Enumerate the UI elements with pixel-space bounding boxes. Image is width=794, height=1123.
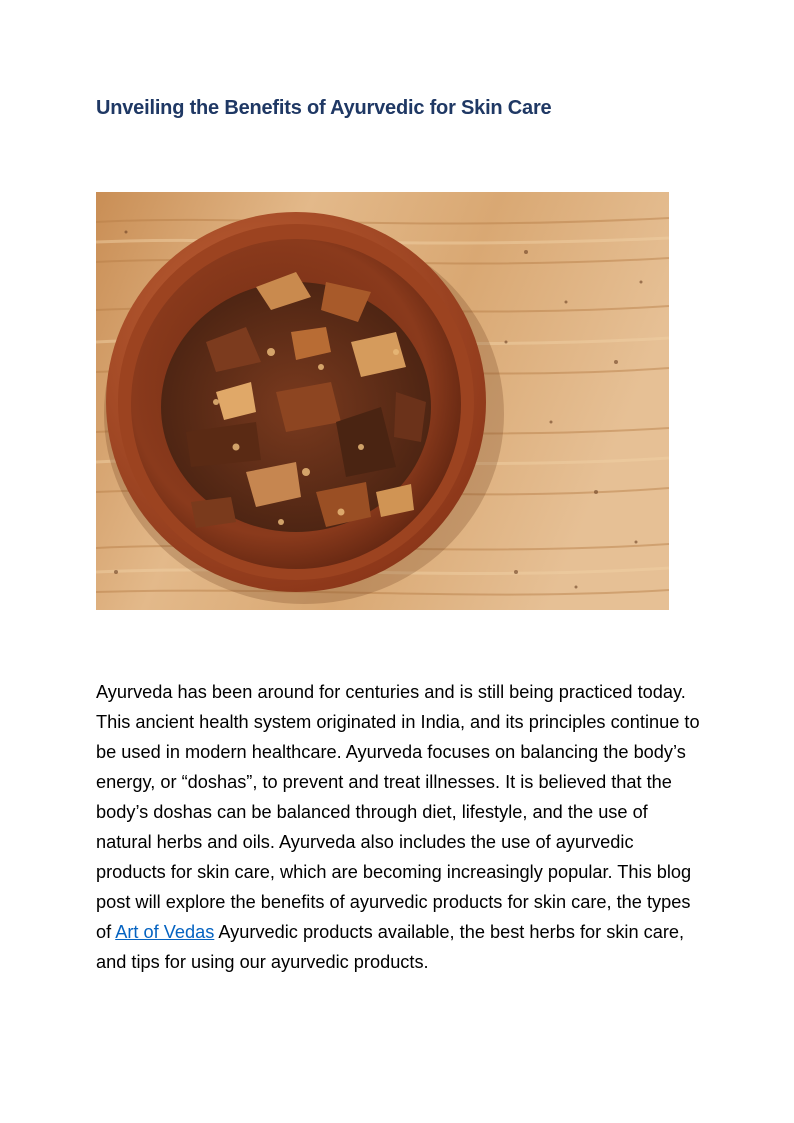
art-of-vedas-link[interactable]: Art of Vedas — [115, 922, 215, 942]
herb-bowl-photo — [96, 192, 669, 610]
paragraph-text-after-link: Ayurvedic products available, the best herbs for skin care, and tips for using our ayurvedic products. — [96, 922, 685, 972]
page-title: Unveiling the Benefits of Ayurvedic for Skin Care — [96, 97, 552, 119]
intro-paragraph — [96, 677, 706, 977]
paragraph-text-before-link: Ayurveda has been around for centuries and is still being practiced today. This ancient health system originated in India, and its principles continue to be used in modern healthcare. Ayurveda focuses on balancing the body’s energy, or “doshas”, to prevent and treat illnesses. It is believed that the body’s doshas can be balanced through diet, lifestyle, and the use of natural herbs and oils. Ayurveda also includes the use of ayurvedic products for skin care, which are becoming increasingly popular. This blog post will explore the benefits of ayurvedic products for skin care, the types of — [96, 682, 700, 942]
